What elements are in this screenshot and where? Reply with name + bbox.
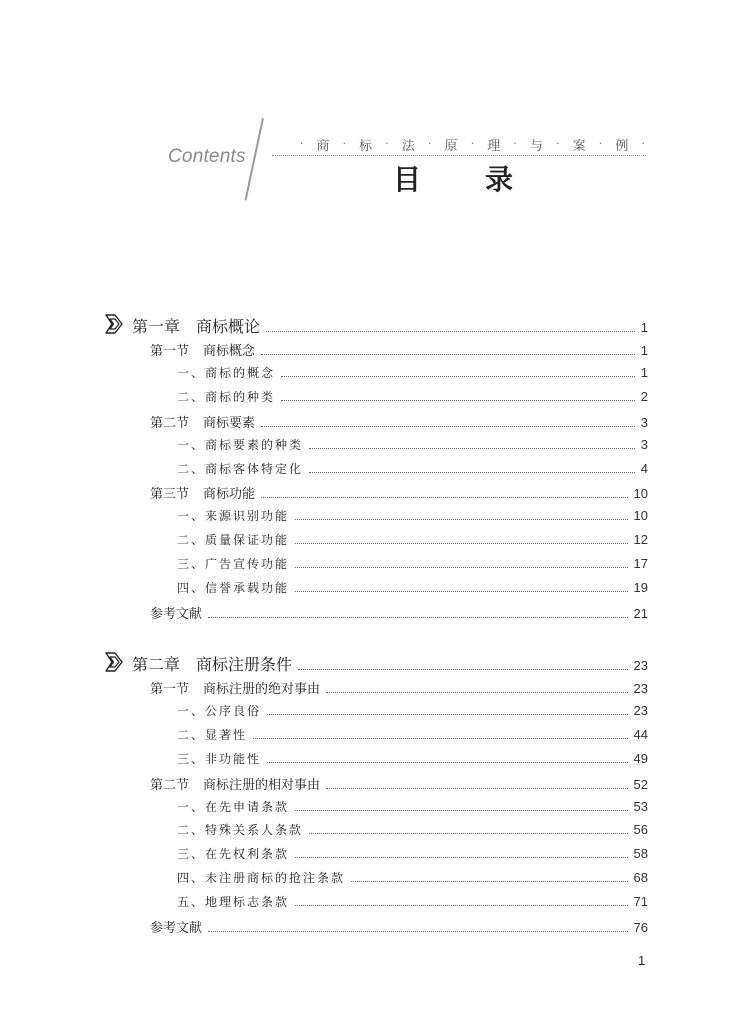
dot-leader [309, 833, 628, 834]
book-title-char: 理 [487, 139, 501, 154]
header-dotted-rule [272, 155, 646, 156]
toc-item-row[interactable] [177, 726, 648, 743]
toc-page-number: 1 [640, 343, 648, 358]
section-label [150, 678, 320, 697]
item-label: 二、商标客体特定化 [177, 461, 304, 476]
title-separator-dot: · [385, 139, 389, 150]
section-title: 商标注册的相对事由 [203, 777, 321, 793]
contents-header [0, 0, 750, 230]
toc-item-row[interactable] [177, 388, 648, 405]
book-title-char: 例 [615, 139, 629, 154]
chapter-label [132, 314, 260, 337]
toc-item-row[interactable] [177, 845, 648, 862]
dot-leader [295, 905, 628, 906]
catalog-title [393, 158, 513, 198]
item-label: 四、信誉承载功能 [177, 581, 290, 595]
toc-section-row[interactable] [150, 340, 648, 359]
item-label: 四、未注册商标的抢注条款 [177, 871, 346, 886]
catalog-title-char: 录 [484, 163, 513, 196]
chapter-label [132, 652, 292, 675]
toc-page-number: 1 [640, 320, 648, 335]
section-label [150, 412, 255, 431]
title-separator-dot: · [556, 139, 560, 150]
toc-item-row[interactable] [177, 750, 648, 767]
dot-leader [295, 591, 628, 592]
toc-page-number: 19 [633, 580, 648, 595]
section-label [150, 603, 202, 622]
item-label: 二、商标的种类 [177, 389, 276, 404]
item-label: 三、广告宣传功能 [177, 557, 290, 572]
section-number: 第一节 [150, 682, 190, 697]
toc-item-row[interactable] [177, 436, 648, 453]
toc-page-number: 21 [633, 605, 648, 621]
dot-leader [295, 543, 628, 544]
dot-leader [208, 931, 628, 932]
toc-page-number: 58 [633, 846, 648, 862]
book-title-char: 与 [529, 139, 543, 154]
section-title: 商标注册的绝对事由 [203, 682, 321, 697]
item-label: 三、在先权利条款 [177, 847, 290, 862]
toc-section-row[interactable] [150, 917, 648, 936]
section-number: 第一节 [150, 344, 190, 359]
item-label: 三、非功能性 [177, 751, 262, 766]
toc-page-number: 56 [633, 822, 648, 838]
chapter-title: 商标注册条件 [196, 655, 293, 674]
dot-leader [309, 448, 635, 449]
chapter-title: 商标概论 [196, 317, 261, 336]
item-label: 二、特殊关系人条款 [177, 823, 304, 838]
dot-leader [261, 354, 635, 355]
toc-item-row[interactable] [177, 869, 648, 886]
item-label: 二、显著性 [177, 727, 248, 742]
toc-page-number: 4 [640, 460, 648, 476]
toc-page-number: 53 [633, 798, 648, 814]
title-separator-dot: · [300, 139, 304, 150]
dot-leader [295, 810, 628, 811]
toc-page-number: 17 [633, 556, 648, 572]
toc-item-row[interactable] [177, 893, 648, 910]
section-number: 第三节 [150, 487, 190, 503]
dot-leader [326, 788, 628, 789]
dot-leader [309, 472, 635, 473]
toc-section-row[interactable] [150, 412, 648, 431]
toc-page-number: 49 [633, 750, 648, 766]
section-title: 商标概念 [203, 344, 256, 359]
section-number: 第二节 [150, 777, 190, 793]
contents-heading: Contents [168, 146, 246, 167]
dot-leader [267, 762, 628, 763]
chapter-number: 第一章 [132, 317, 181, 336]
toc-item-row[interactable] [177, 821, 648, 838]
header-divider-slash [245, 118, 264, 200]
toc-item-row[interactable] [177, 460, 648, 477]
dot-leader [266, 331, 635, 332]
dot-leader [281, 400, 635, 401]
double-arrow-chapter-icon [103, 312, 127, 338]
dot-leader [253, 738, 628, 739]
toc-page-number: 44 [633, 726, 648, 742]
item-label: 一、商标要素的种类 [177, 437, 304, 452]
book-title-char: 标 [359, 139, 373, 154]
section-label [150, 483, 255, 502]
toc-section-row[interactable] [150, 774, 648, 793]
toc-section-row[interactable] [150, 483, 648, 502]
dot-leader [281, 376, 635, 377]
toc-item-row[interactable] [177, 555, 648, 572]
toc-page-number: 3 [640, 414, 648, 430]
item-label: 一、公序良俗 [177, 703, 262, 718]
toc-page-number: 23 [633, 681, 648, 696]
title-separator-dot: · [598, 139, 603, 150]
section-title: 商标要素 [203, 415, 256, 431]
section-label [150, 340, 255, 359]
toc-chapter-row[interactable] [132, 314, 648, 337]
title-separator-dot: · [641, 139, 645, 150]
item-label: 一、商标的概念 [177, 365, 276, 380]
book-title-char: 案 [572, 139, 586, 154]
book-series-title [300, 135, 645, 154]
book-title-char: 原 [444, 139, 458, 154]
dot-leader [295, 567, 628, 568]
title-separator-dot: · [428, 139, 432, 150]
toc-item-row[interactable] [177, 702, 648, 719]
section-label [150, 774, 320, 793]
title-separator-dot: · [470, 139, 474, 150]
toc-page-number: 12 [633, 532, 648, 548]
toc-page-number: 76 [633, 920, 648, 935]
item-label: 二、质量保证功能 [177, 533, 290, 548]
toc-page-number: 10 [633, 508, 648, 524]
section-title: 商标功能 [203, 487, 256, 503]
dot-leader [261, 497, 628, 498]
dot-leader [261, 426, 635, 427]
title-separator-dot: · [342, 139, 346, 150]
item-label: 五、地理标志条款 [177, 895, 290, 910]
title-separator-dot: · [513, 139, 517, 150]
section-number: 参考文献 [150, 921, 203, 936]
toc-item-row[interactable] [177, 579, 648, 596]
chapter-number: 第二章 [132, 655, 181, 674]
double-arrow-chapter-icon [103, 650, 127, 676]
section-number: 参考文献 [150, 606, 203, 622]
toc-page-number: 3 [640, 436, 648, 452]
section-label [150, 917, 202, 936]
item-label: 一、在先申请条款 [177, 799, 290, 814]
toc-page-number: 68 [633, 870, 648, 886]
dot-leader [208, 617, 628, 618]
dot-leader [295, 857, 628, 858]
toc-page-number: 2 [640, 388, 648, 404]
dot-leader [267, 714, 628, 715]
catalog-title-char: 目 [393, 163, 422, 196]
dot-leader [351, 881, 628, 882]
toc-section-row[interactable] [150, 678, 648, 697]
toc-page-number: 71 [633, 894, 648, 910]
toc-item-row[interactable] [177, 507, 648, 524]
dot-leader [298, 669, 628, 670]
toc-chapter-row[interactable] [132, 652, 648, 675]
toc-page-number: 52 [633, 776, 648, 792]
page-number: 1 [638, 953, 646, 968]
toc-page-number: 23 [633, 658, 648, 673]
toc-item-row[interactable] [177, 531, 648, 548]
toc-page-number: 1 [640, 364, 648, 380]
toc-page-number: 10 [633, 486, 648, 502]
toc-section-row[interactable] [150, 603, 648, 622]
toc-item-row[interactable] [177, 798, 648, 815]
dot-leader [295, 519, 628, 520]
book-title-char: 法 [401, 139, 415, 154]
section-number: 第二节 [150, 415, 190, 431]
item-label: 一、来源识别功能 [177, 509, 290, 524]
toc-item-row[interactable] [177, 364, 648, 381]
dot-leader [326, 692, 628, 693]
toc-page-number: 23 [633, 702, 648, 718]
book-title-char: 商 [316, 139, 330, 154]
